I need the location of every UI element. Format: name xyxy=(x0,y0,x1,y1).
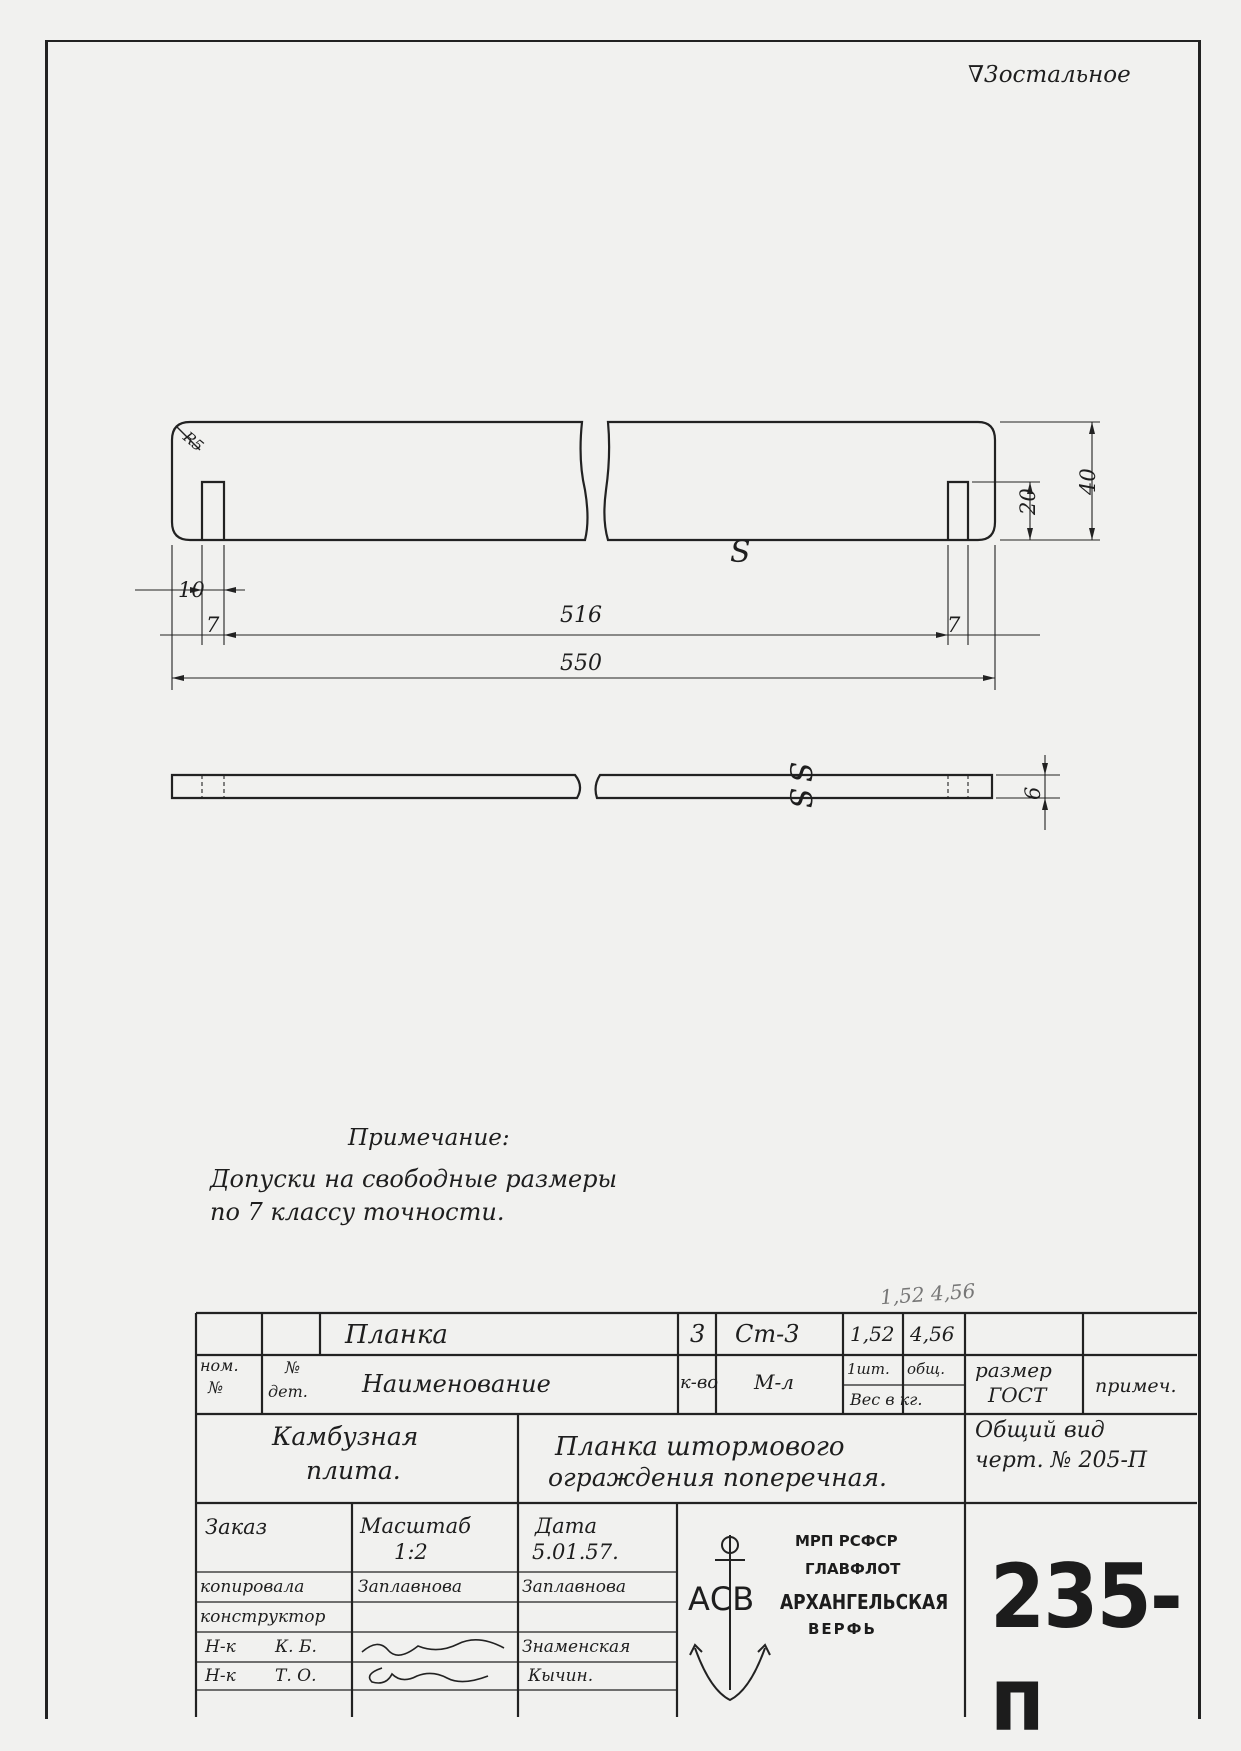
hdr-det: дет. xyxy=(268,1382,308,1401)
hdr-weight: Вес в кг. xyxy=(850,1390,923,1409)
assembly-name-1: Камбузная xyxy=(272,1422,419,1451)
hk1-name: Знаменская xyxy=(522,1637,631,1657)
org-line-3: АРХАНГЕЛЬСКАЯ xyxy=(780,1590,949,1614)
logo-letters: АСВ xyxy=(688,1580,755,1618)
weight-total: 4,56 xyxy=(910,1322,955,1346)
hk2-signature xyxy=(362,1662,492,1688)
svg-text:S: S xyxy=(782,762,817,783)
scale-label: Масштаб xyxy=(360,1514,471,1538)
hdr-note: примеч. xyxy=(1095,1375,1177,1397)
hdr-size-1: размер xyxy=(975,1358,1052,1382)
scale-value: 1:2 xyxy=(394,1540,428,1564)
hk1-dept: К. Б. xyxy=(275,1637,317,1657)
note-line-1: Допуски на свободные размеры xyxy=(210,1165,618,1193)
hk1-label: Н-к xyxy=(205,1637,236,1657)
hdr-material: М-л xyxy=(754,1370,794,1394)
general-view-1: Общий вид xyxy=(975,1418,1105,1443)
hdr-det-num: № xyxy=(285,1358,301,1377)
copied-label: копировала xyxy=(200,1577,305,1597)
date-value: 5.01.57. xyxy=(532,1540,619,1564)
assembly-name-2: плита. xyxy=(306,1456,401,1485)
break-mark: S xyxy=(730,535,751,570)
note-title: Примечание: xyxy=(348,1125,510,1151)
copied-name: Заплавнова xyxy=(522,1577,626,1597)
hdr-num-sign: № xyxy=(208,1378,224,1397)
hdr-qty: к-во xyxy=(680,1372,719,1393)
hk2-dept: Т. О. xyxy=(275,1666,317,1686)
note-line-2: по 7 классу точности. xyxy=(210,1198,505,1226)
dim-40: 40 xyxy=(1076,468,1100,495)
drawing-title-2: ограждения поперечная. xyxy=(548,1463,887,1492)
quantity: 3 xyxy=(690,1320,706,1348)
roughness-note: ∇3остальное xyxy=(968,62,1131,88)
dim-20: 20 xyxy=(1016,488,1040,515)
general-view-2: черт. № 205-П xyxy=(975,1448,1148,1473)
dim-radius: R5 xyxy=(179,427,208,456)
pencil-values: 1,52 4,56 xyxy=(879,1278,977,1310)
dim-6: 6 xyxy=(1021,786,1045,800)
part-name: Планка xyxy=(345,1320,448,1350)
hdr-name: Наименование xyxy=(362,1370,551,1398)
dim-7-right: 7 xyxy=(947,613,961,637)
copied-signature: Заплавнова xyxy=(358,1577,462,1597)
drawing-number: 235-п xyxy=(990,1545,1181,1751)
dim-10: 10 xyxy=(178,578,205,602)
org-line-1: МРП РСФСР xyxy=(795,1532,898,1550)
hdr-1pc: 1шт. xyxy=(847,1360,890,1378)
svg-text:S: S xyxy=(782,788,817,809)
hdr-nom: ном. xyxy=(200,1356,239,1375)
dim-550: 550 xyxy=(560,651,602,676)
dim-516: 516 xyxy=(560,603,602,628)
material: Ст-3 xyxy=(735,1320,800,1348)
drawing-title-1: Планка штормового xyxy=(555,1432,845,1462)
order-label: Заказ xyxy=(205,1515,268,1539)
date-label: Дата xyxy=(535,1514,598,1538)
hdr-size-2: ГОСТ xyxy=(988,1383,1047,1407)
dim-7-left: 7 xyxy=(206,613,220,637)
hdr-total: общ. xyxy=(907,1360,945,1378)
hk2-label: Н-к xyxy=(205,1666,236,1686)
hk2-name: Кычин. xyxy=(528,1666,594,1686)
hk1-signature xyxy=(358,1636,508,1658)
org-line-2: ГЛАВФЛОТ xyxy=(805,1560,901,1578)
designer-label: конструктор xyxy=(200,1607,326,1627)
org-line-4: ВЕРФЬ xyxy=(808,1620,877,1638)
weight-one: 1,52 xyxy=(850,1322,895,1346)
